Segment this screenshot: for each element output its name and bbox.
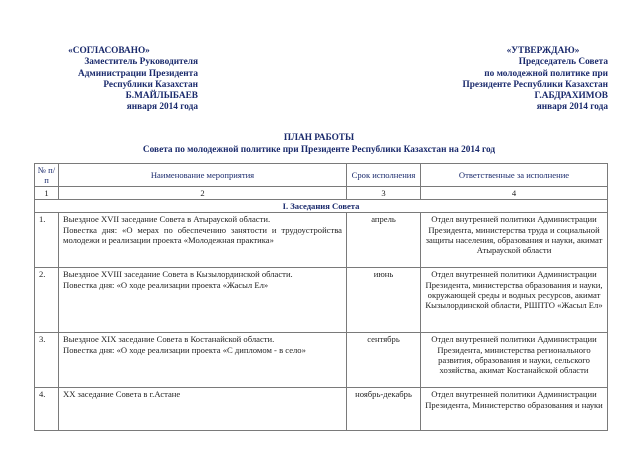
event-term: апрель	[347, 213, 421, 268]
approver-name: Б.МАЙЛЫБАЕВ	[125, 91, 198, 102]
row-number: 1.	[35, 213, 59, 268]
column-number: 3	[347, 187, 421, 200]
event-title: Выездное XVII заседание Совета в Атырауской области.	[63, 214, 271, 225]
agreed-stamp: «СОГЛАСОВАНО»	[68, 46, 150, 56]
chairman-name: Г.АБДРАХИМОВ	[534, 91, 608, 102]
row-number: 4.	[35, 388, 59, 431]
event-term: ноябрь-декабрь	[347, 388, 421, 431]
approver-position-line2: Администрации Президента	[78, 68, 198, 79]
header-term: Срок исполнения	[347, 164, 421, 187]
section-title: I. Заседания Совета	[35, 200, 608, 213]
section-row	[35, 200, 608, 213]
plan-subtitle: Совета по молодежной политике при Президенте Республики Казахстан на 2014 год	[142, 144, 496, 155]
plan-title-block	[0, 133, 638, 156]
event-title: Выездное XVIII заседание Совета в Кызылординской области.	[63, 269, 293, 280]
event-responsible: Отдел внутренней политики Администрации Президента, министерства труда и социальной защиты населения, образования и науки, акимат Атырауской области	[421, 213, 608, 268]
approved-stamp: «УТВЕРЖДАЮ»	[506, 46, 580, 56]
column-number: 1	[35, 187, 59, 200]
event-title: XX заседание Совета в г.Астане	[63, 389, 181, 400]
column-number-row	[35, 187, 608, 200]
table-row	[35, 333, 608, 388]
table-header-row	[35, 164, 608, 187]
event-responsible: Отдел внутренней политики Администрации Президента, министерства образования и науки, окружающей среды и водных ресурсов, акимат Кызылординской области, РШПТО «Жасыл Ел»	[421, 268, 608, 333]
approval-right-block	[418, 46, 608, 114]
header-number: № п/п	[35, 164, 59, 187]
column-number: 4	[421, 187, 608, 200]
chairman-position-line3: Президенте Республики Казахстан	[462, 79, 608, 90]
table-row	[35, 388, 608, 431]
plan-title: ПЛАН РАБОТЫ	[283, 133, 355, 143]
header-event-name: Наименование мероприятия	[59, 164, 347, 187]
event-description	[59, 333, 347, 388]
table-row	[35, 268, 608, 333]
row-number: 2.	[35, 268, 59, 333]
event-term: июнь	[347, 268, 421, 333]
event-responsible: Отдел внутренней политики Администрации Президента, Министерство образования и науки	[421, 388, 608, 431]
column-number: 2	[59, 187, 347, 200]
approval-left-block	[48, 46, 198, 114]
event-agenda: Повестка дня: «О мерах по обеспечению занятости и трудоустройства молодежи и реализации проекта «Молодежная практика»	[63, 224, 342, 245]
chairman-position-line1: Председатель Совета	[518, 57, 608, 68]
event-description	[59, 388, 347, 431]
approver-position-line1: Заместитель Руководителя	[84, 57, 198, 68]
approval-date: января 2014 года	[126, 102, 198, 113]
approval-date: января 2014 года	[536, 102, 608, 113]
event-term: сентябрь	[347, 333, 421, 388]
work-plan-table	[34, 163, 608, 431]
event-agenda: Повестка дня: «О ходе реализации проекта «С дипломом - в село»	[63, 344, 306, 355]
event-description	[59, 268, 347, 333]
event-description	[59, 213, 347, 268]
approver-position-line3: Республики Казахстан	[103, 79, 198, 90]
row-number: 3.	[35, 333, 59, 388]
event-responsible: Отдел внутренней политики Администрации Президента, министерства регионального развития, образования и науки, сельского хозяйства, акимат Костанайской области	[421, 333, 608, 388]
table-row	[35, 213, 608, 268]
event-agenda: Повестка дня: «О ходе реализации проекта «Жасыл Ел»	[63, 279, 269, 290]
header-responsible: Ответственные за исполнение	[421, 164, 608, 187]
chairman-position-line2: по молодежной политике при	[484, 68, 608, 79]
event-title: Выездное XIX заседание Совета в Костанайской области.	[63, 334, 275, 345]
